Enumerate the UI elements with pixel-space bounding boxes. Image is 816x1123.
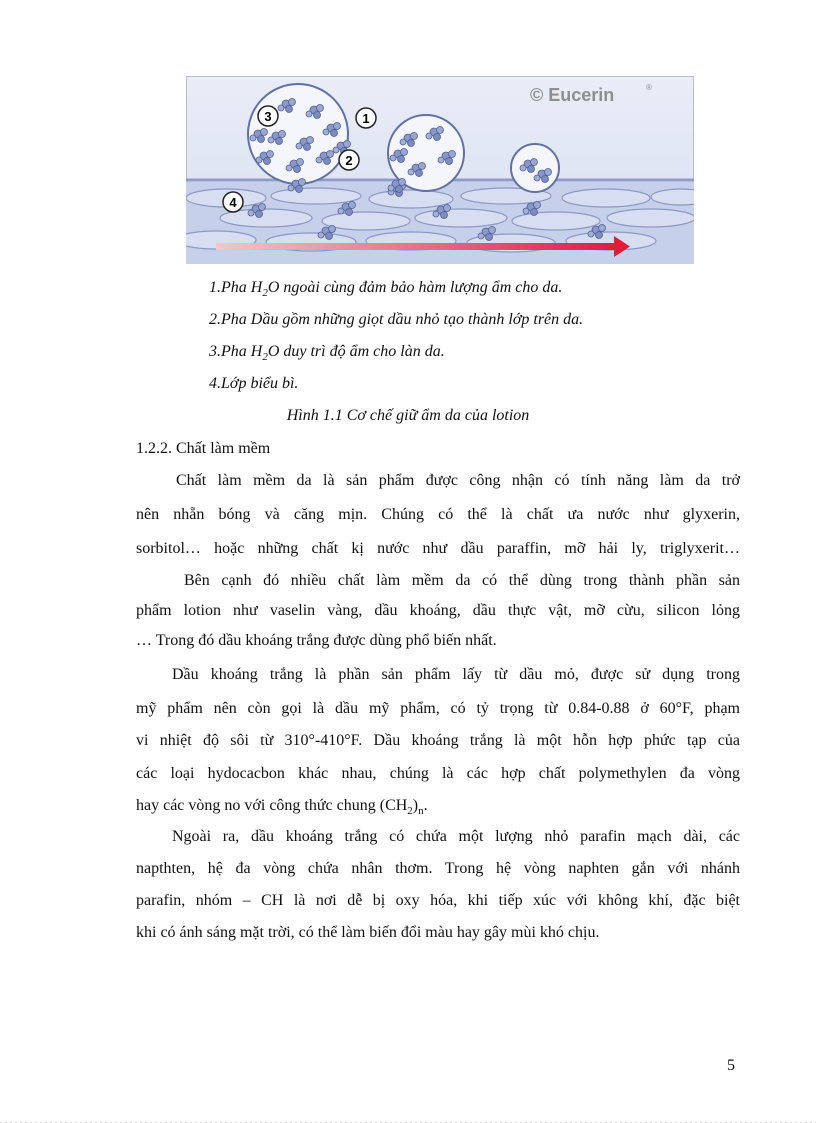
paragraph-3-line: vi nhiệt độ sôi từ 310°-410°F. Dầu khoáng trắng là một hỗn hợp phức tạp của	[136, 732, 740, 749]
marker-1: 1	[362, 111, 370, 126]
arrow-icon	[216, 243, 616, 250]
paragraph-1-line: nên nhẵn bóng và căng mịn. Chúng có thể là chất ưa nước như glyxerin,	[136, 506, 740, 523]
skin-diagram	[186, 76, 694, 264]
caption-1: 1.Pha $H_2O$ ngoài cùng đảm bảo hàm lượng ẩm cho da.	[209, 279, 563, 300]
registered-mark: ®	[646, 83, 652, 92]
paragraph-1-line: Chất làm mềm da là sản phẩm được công nhận có tính năng làm da trở	[176, 472, 740, 489]
section-heading: 1.2.2. Chất làm mềm	[136, 440, 271, 457]
caption-4: 4.Lớp biểu bì.	[209, 375, 299, 392]
paragraph-3-line: mỹ phẩm nên còn gọi là dầu mỹ phẩm, có tỷ trọng từ 0.84-0.88 ở 60°F, phạm	[136, 700, 740, 717]
paragraph-2-line: Bên cạnh đó nhiều chất làm mềm da có thể dùng trong thành phần sản	[184, 572, 740, 589]
marker-2: 2	[345, 153, 353, 168]
paragraph-4-line: khi có ánh sáng mặt trời, có thể làm biến đổi màu hay gây mùi khó chịu.	[136, 924, 600, 941]
paragraph-3-line: các loại hydocacbon khác nhau, chúng là các hợp chất polymethylen đa vòng	[136, 765, 740, 782]
paragraph-3-line: Dầu khoáng trắng là phần sản phẩm lấy từ dầu mỏ, được sử dụng trong	[172, 666, 740, 683]
paragraph-4-line: napthten, hệ đa vòng chứa nhân thơm. Trong hệ vòng naphten gắn với nhánh	[136, 860, 740, 877]
caption-3: 3.Pha $H_2O$ duy trì độ ẩm cho làn da.	[209, 343, 445, 364]
paragraph-2-line: … Trong đó dầu khoáng trắng được dùng phổ biến nhất.	[136, 632, 497, 649]
caption-2: 2.Pha Dầu gồm những giọt dầu nhỏ tạo thành lớp trên da.	[209, 311, 584, 328]
paragraph-4-line: parafin, nhóm – CH là nơi dễ bị oxy hóa, khi tiếp xúc với không khí, đặc biệt	[136, 892, 740, 909]
paragraph-4-line: Ngoài ra, dầu khoáng trắng có chứa một lượng nhỏ parafin mạch dài, các	[172, 828, 740, 845]
figure-title: Hình 1.1 Cơ chế giữ ẩm da của lotion	[286, 407, 530, 424]
paragraph-1-line: sorbitol… hoặc những chất kị nước như dầu paraffin, mỡ hải ly, triglyxerit…	[136, 540, 740, 557]
marker-4: 4	[229, 195, 237, 210]
paragraph-3-line: hay các vòng no với công thức chung $(CH_2)_n$.	[136, 797, 428, 818]
paragraph-2-line: phẩm lotion như vaselin vàng, dầu khoáng, dầu thực vật, mỡ cừu, silicon lỏng	[136, 602, 740, 619]
lotion-mechanism-figure	[186, 76, 694, 264]
eucerin-watermark: © Eucerin	[530, 85, 615, 105]
page-number: 5	[727, 1057, 735, 1074]
marker-3: 3	[264, 109, 272, 124]
